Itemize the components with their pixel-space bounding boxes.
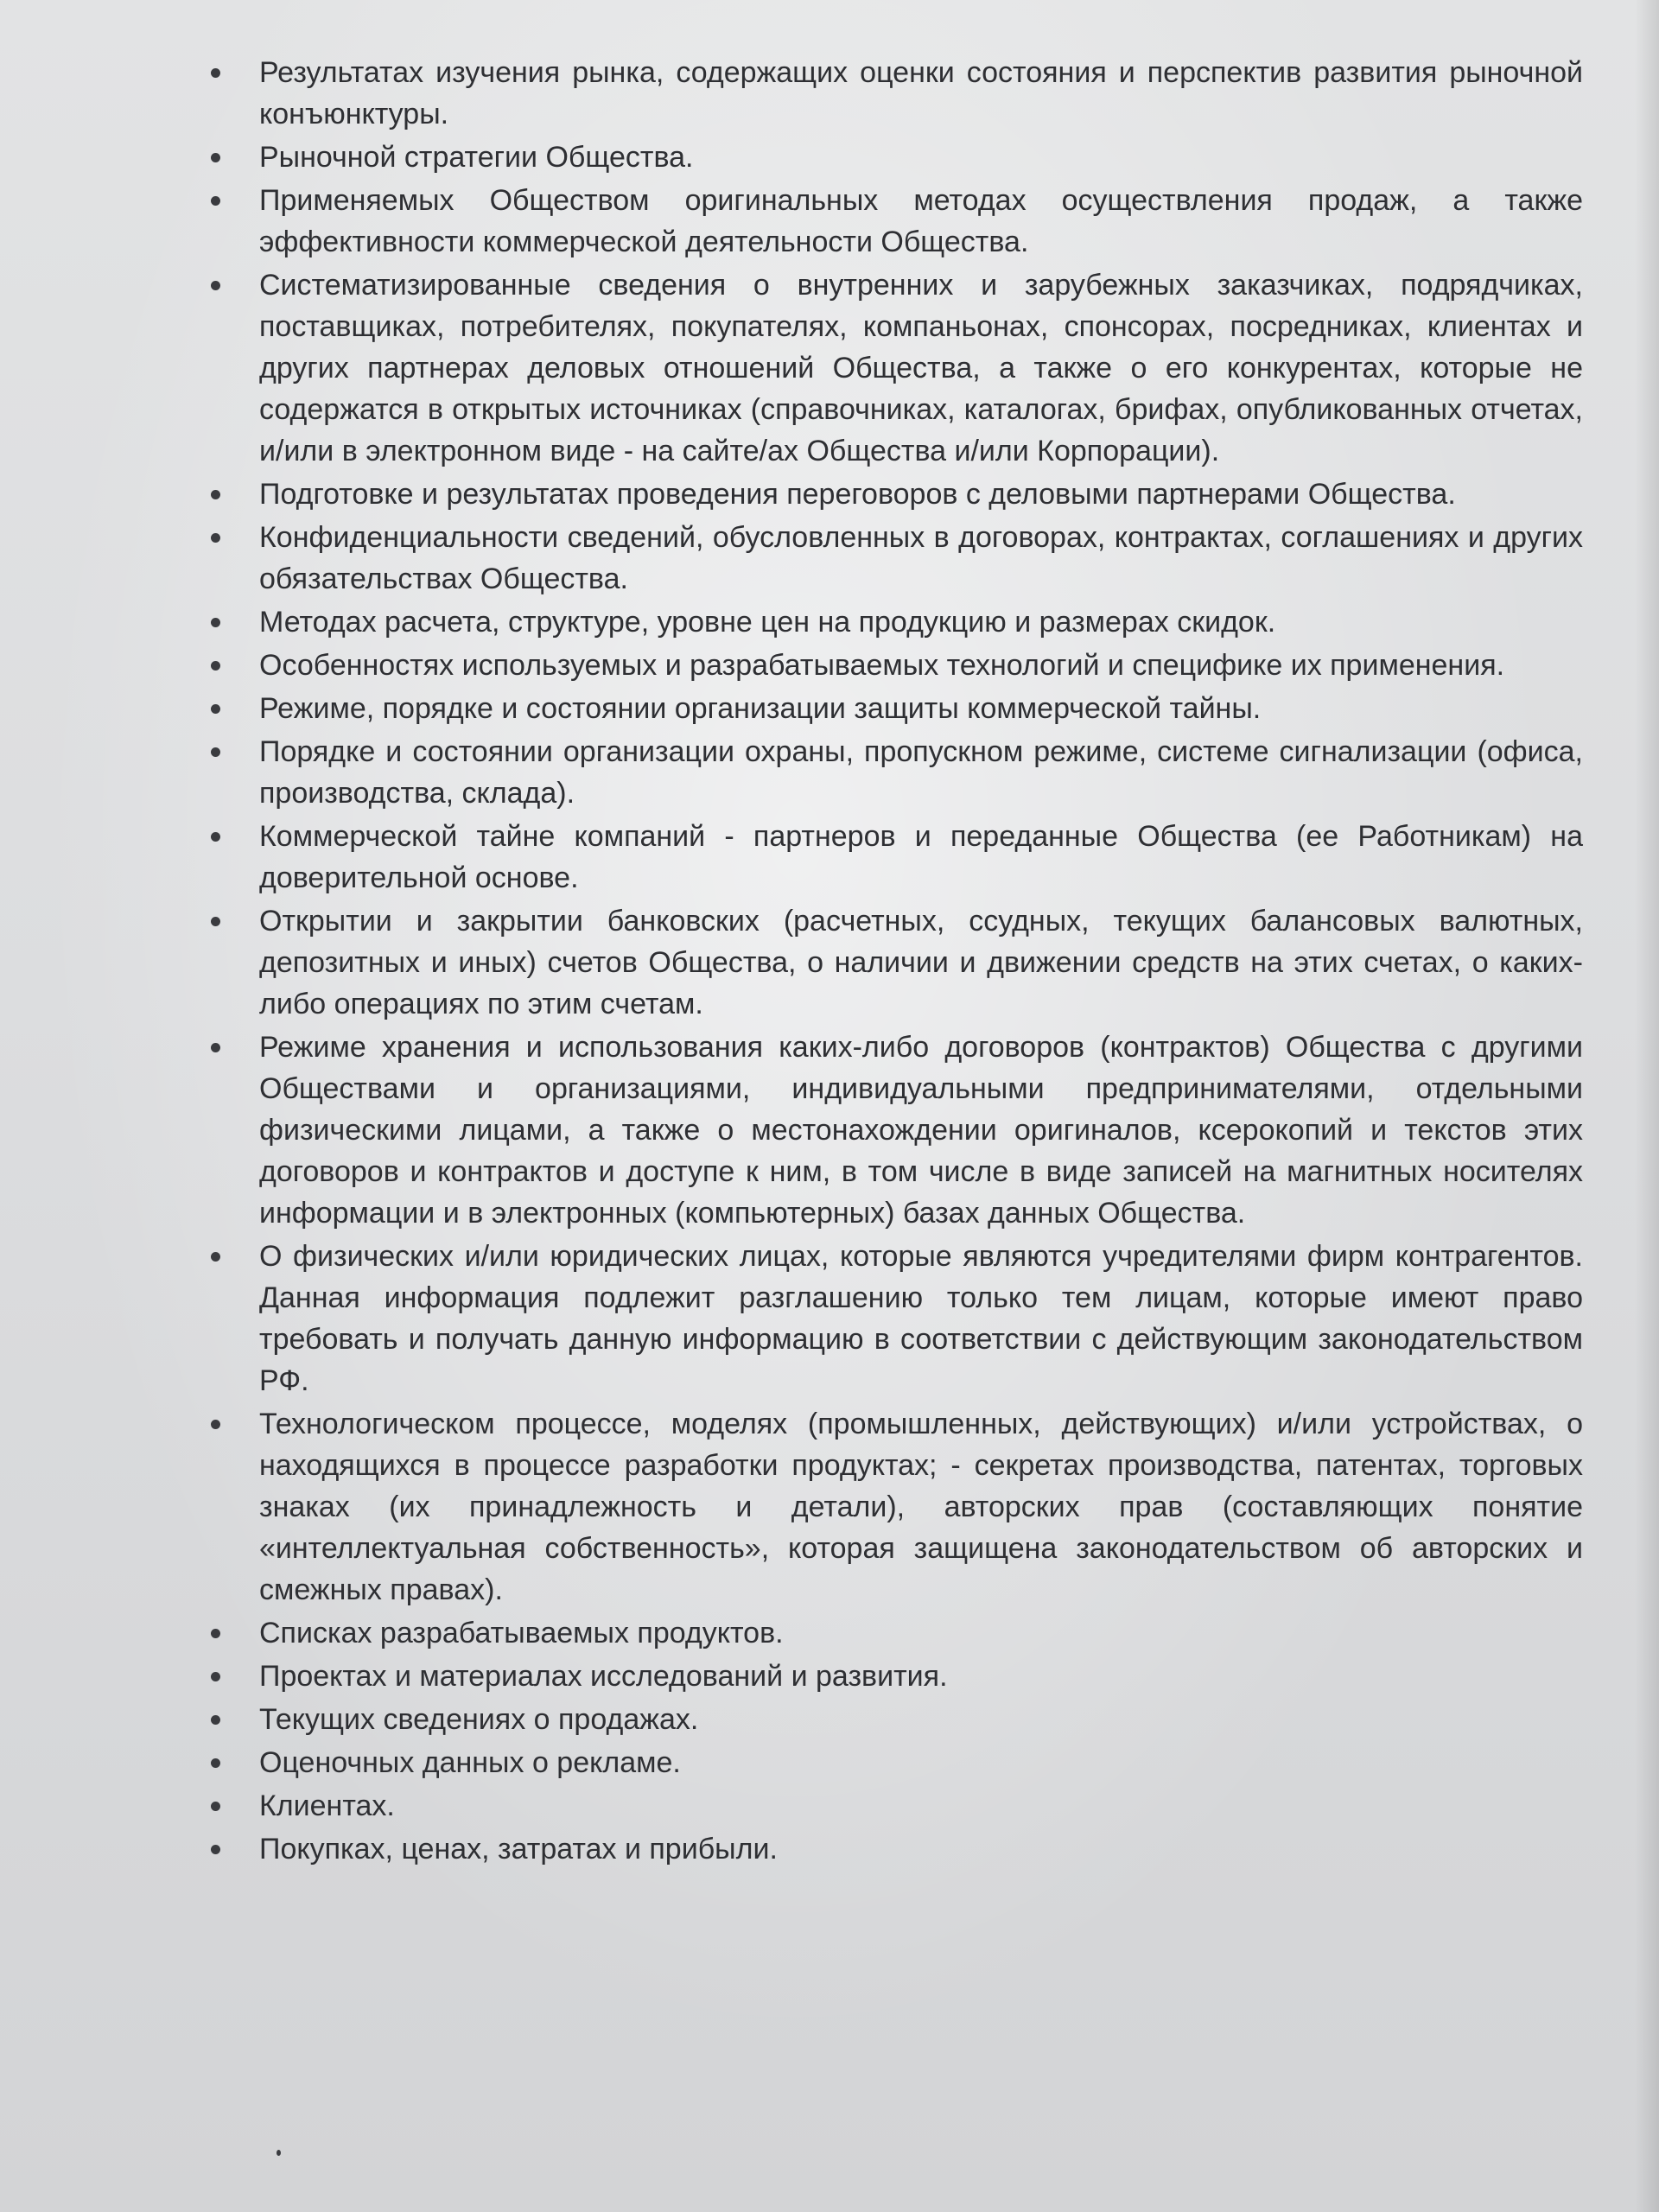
list-item (200, 601, 1583, 643)
list-item-text: Рыночной стратегии Общества. (259, 141, 694, 174)
list-item (200, 1236, 1583, 1402)
list-item-text: Методах расчета, структуре, уровне цен на продукцию и размерах скидок. (259, 606, 1276, 639)
list-item-text: Текущих сведениях о продажах. (259, 1703, 699, 1736)
list-item-text: Применяемых Обществом оригинальных методах осуществления продаж, а также эффективности коммерческой деятельности Общества. (259, 184, 1583, 258)
bullet-icon (211, 832, 220, 842)
bullet-icon (211, 917, 220, 926)
list-item (200, 474, 1583, 515)
page-edge-shadow (1635, 0, 1659, 2212)
bullet-icon (211, 747, 220, 757)
bullet-icon (211, 153, 220, 162)
list-item-text: Подготовке и результатах проведения переговоров с деловыми партнерами Общества. (259, 478, 1456, 511)
list-item (200, 137, 1583, 178)
list-item (200, 1828, 1583, 1870)
list-item-text: Результатах изучения рынка, содержащих оценки состояния и перспектив развития рыночной конъюнктуры. (259, 56, 1583, 130)
bullet-list (200, 52, 1583, 1872)
bullet-icon (211, 196, 220, 206)
list-item (200, 1699, 1583, 1740)
list-item-text: Технологическом процессе, моделях (промышленных, действующих) и/или устройствах, о находящихся в процессе разработки продуктах; - секретах производства, патентах, торговых знаках (их принадлежность и детали), авторских прав (составляющих понятие «интеллектуальная собственность», которая защищена законодательством об авторских и смежных правах). (259, 1408, 1583, 1606)
list-item (200, 688, 1583, 729)
list-item-text: Списках разрабатываемых продуктов. (259, 1617, 784, 1649)
bullet-icon (211, 1043, 220, 1052)
list-item (200, 180, 1583, 263)
bullet-icon (211, 1715, 220, 1725)
list-item-text: Конфиденциальности сведений, обусловленных в договорах, контрактах, соглашениях и других обязательствах Общества. (259, 521, 1583, 595)
bullet-icon (211, 533, 220, 543)
bullet-icon (211, 661, 220, 671)
bullet-icon (211, 1802, 220, 1811)
list-item-text: Коммерческой тайне компаний - партнеров и переданные Общества (ее Работникам) на доверительной основе. (259, 820, 1583, 894)
bullet-icon (211, 68, 220, 78)
list-item (200, 52, 1583, 135)
list-item-text: Порядке и состоянии организации охраны, пропускном режиме, системе сигнализации (офиса, производства, склада). (259, 735, 1583, 810)
list-item-text: Режиме, порядке и состоянии организации защиты коммерческой тайны. (259, 692, 1262, 725)
bullet-icon (211, 618, 220, 627)
bullet-icon (211, 704, 220, 714)
list-item-text: Систематизированные сведения о внутренних и зарубежных заказчиках, подрядчиках, поставщиках, потребителях, покупателях, компаньонах, спонсорах, посредниках, клиентах и других партнерах деловых отношений Общества, а также о его конкурентах, которые не содержатся в открытых источниках (справочниках, каталогах, брифах, опубликованных отчетах, и/или в электронном виде - на сайте/ах Общества и/или Корпорации). (259, 269, 1583, 467)
list-item (200, 1403, 1583, 1611)
bullet-icon (211, 1758, 220, 1768)
list-item (200, 900, 1583, 1025)
list-item (200, 1612, 1583, 1654)
bullet-icon (211, 281, 220, 290)
bullet-icon (211, 490, 220, 499)
list-item-text: Оценочных данных о рекламе. (259, 1746, 681, 1779)
list-item-text: Режиме хранения и использования каких-либо договоров (контрактов) Общества с другими Обществами и организациями, индивидуальными предпринимателями, отдельными физическими лицами, а также о местонахождении оригиналов, ксерокопий и текстов этих договоров и контрактов и доступе к ним, в том числе в виде записей на магнитных носителях информации и в электронных (компьютерных) базах данных Общества. (259, 1031, 1583, 1230)
list-item (200, 645, 1583, 686)
bullet-icon (211, 1252, 220, 1262)
list-item (200, 264, 1583, 472)
ink-speck (276, 2150, 281, 2156)
list-item (200, 517, 1583, 600)
list-item (200, 1656, 1583, 1697)
list-item (200, 731, 1583, 814)
list-item (200, 1742, 1583, 1783)
list-item-text: Проектах и материалах исследований и развития. (259, 1660, 948, 1693)
list-item-text: Клиентах. (259, 1789, 395, 1822)
list-item-text: О физических и/или юридических лицах, которые являются учредителями фирм контрагентов. Данная информация подлежит разглашению только тем лицам, которые имеют право требовать и получать данную информацию в соответствии с действующим законодательством РФ. (259, 1240, 1583, 1397)
list-item (200, 1027, 1583, 1234)
list-item-text: Открытии и закрытии банковских (расчетных, ссудных, текущих балансовых валютных, депозитных и иных) счетов Общества, о наличии и движении средств на этих счетах, о каких-либо операциях по этим счетам. (259, 905, 1583, 1020)
bullet-icon (211, 1672, 220, 1681)
list-item-text: Покупках, ценах, затратах и прибыли. (259, 1833, 778, 1866)
bullet-icon (211, 1629, 220, 1638)
bullet-icon (211, 1420, 220, 1429)
list-item-text: Особенностях используемых и разрабатываемых технологий и специфике их применения. (259, 649, 1505, 682)
list-item (200, 816, 1583, 899)
list-item (200, 1785, 1583, 1827)
bullet-icon (211, 1845, 220, 1854)
